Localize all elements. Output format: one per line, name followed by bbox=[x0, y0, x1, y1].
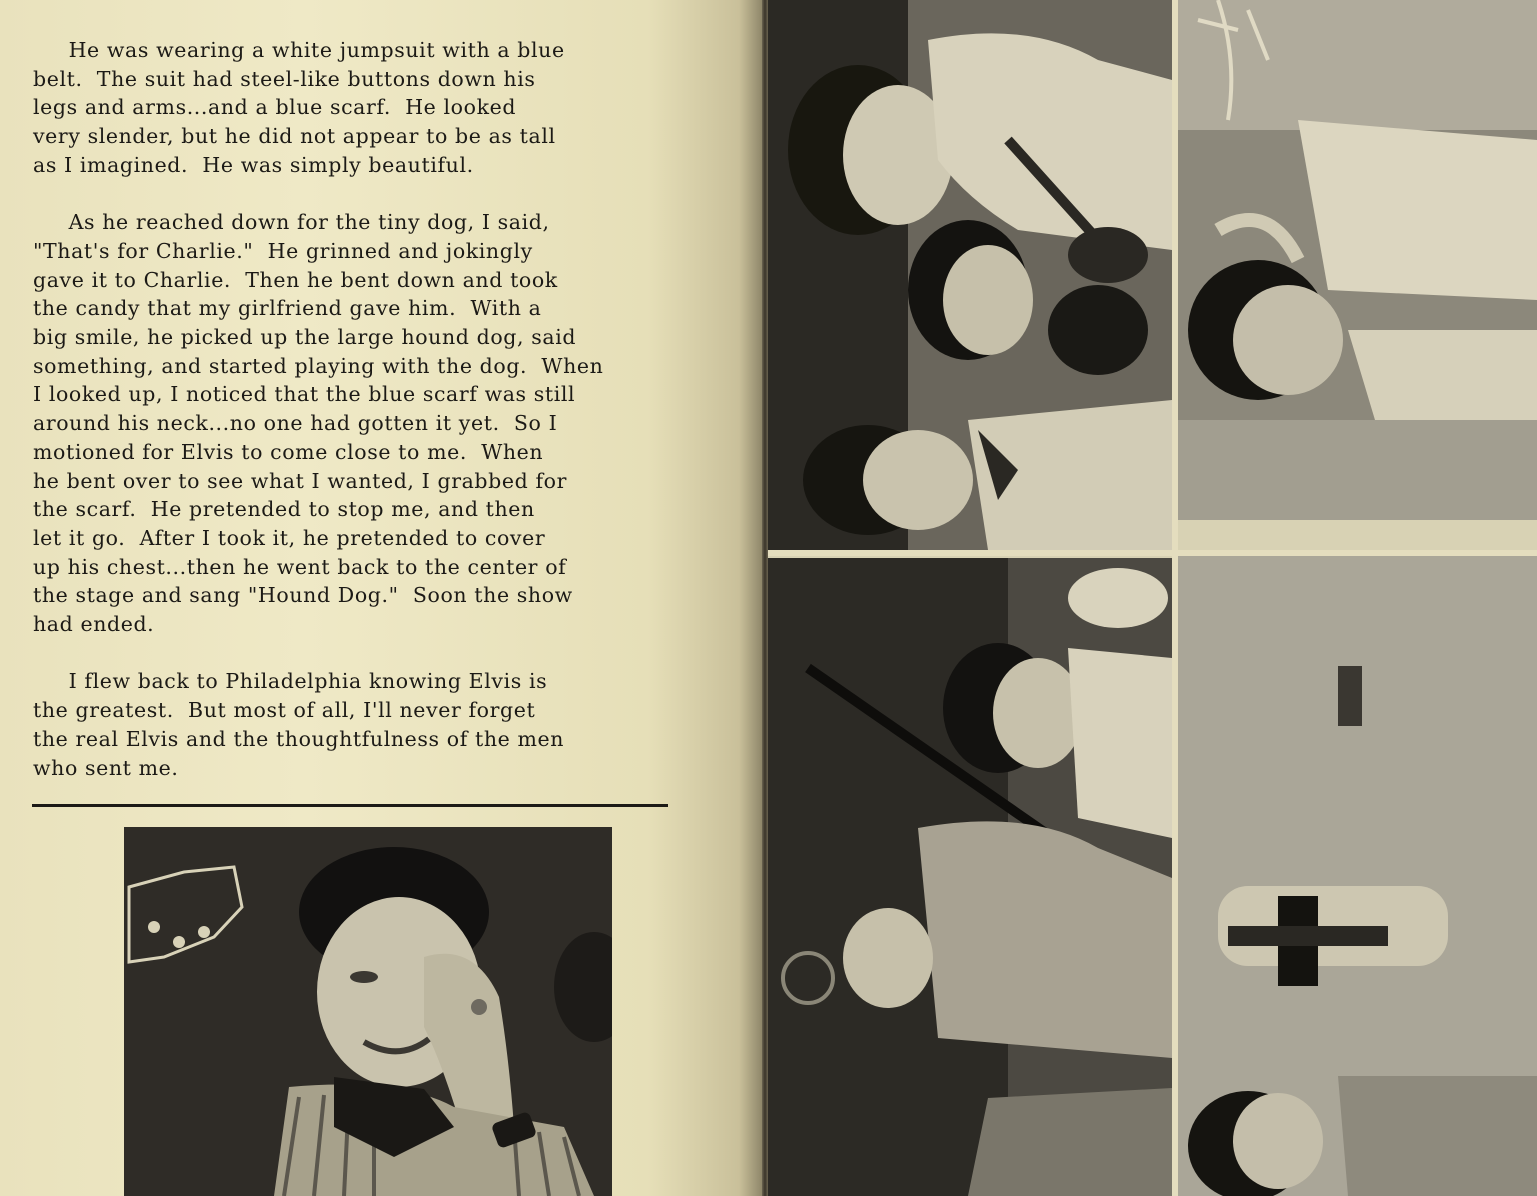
right-page-photo-collage bbox=[768, 0, 1537, 1196]
text-line: I looked up, I noticed that the blue scarf was still bbox=[33, 382, 576, 407]
text-line: the greatest. But most of all, I'll never forget bbox=[33, 698, 536, 723]
text-line: who sent me. bbox=[33, 755, 179, 780]
text-line: let it go. After I took it, he pretended to cover bbox=[33, 525, 546, 550]
photo-singer-top-right bbox=[1178, 0, 1537, 520]
photo-elvis-portrait bbox=[124, 827, 612, 1196]
text-line: belt. The suit had steel-like buttons down his bbox=[33, 66, 536, 91]
horizontal-rule bbox=[32, 804, 668, 807]
text-line: up his chest...then he went back to the center of bbox=[33, 554, 567, 579]
text-line: "That's for Charlie." He grinned and jokingly bbox=[33, 238, 533, 263]
collage-divider-horizontal bbox=[768, 550, 1537, 556]
photo-studio-bottom-left bbox=[768, 558, 1172, 1196]
photo-graphic bbox=[1178, 0, 1537, 520]
text-line: big smile, he picked up the large hound dog, said bbox=[33, 325, 577, 350]
text-line: legs and arms...and a blue scarf. He looked bbox=[33, 95, 517, 120]
left-page bbox=[0, 0, 762, 1196]
text-line: the stage and sang "Hound Dog." Soon the show bbox=[33, 583, 573, 608]
photo-musicians-top-left bbox=[768, 0, 1172, 550]
text-line: motioned for Elvis to come close to me. When bbox=[33, 439, 544, 464]
text-line: gave it to Charlie. Then he bent down and took bbox=[33, 267, 558, 292]
collage-divider-vertical bbox=[1172, 0, 1178, 1196]
paragraph-gap bbox=[33, 639, 693, 668]
text-line: very slender, but he did not appear to be as tall bbox=[33, 124, 556, 149]
text-line: the candy that my girlfriend gave him. With a bbox=[33, 296, 542, 321]
text-line: He was wearing a white jumpsuit with a blue bbox=[33, 38, 565, 62]
photo-graphic bbox=[768, 0, 1172, 550]
text-line: had ended. bbox=[33, 612, 155, 637]
paragraph-gap bbox=[33, 180, 693, 209]
text-line: the scarf. He pretended to stop me, and then bbox=[33, 497, 535, 522]
photo-graphic bbox=[1178, 556, 1537, 1196]
text-line: As he reached down for the tiny dog, I said, bbox=[33, 210, 550, 235]
text-line: around his neck...no one had gotten it yet. So I bbox=[33, 411, 558, 436]
text-line: as I imagined. He was simply beautiful. bbox=[33, 152, 474, 177]
text-line: he bent over to see what I wanted, I grabbed for bbox=[33, 468, 567, 493]
article-text bbox=[33, 36, 693, 782]
text-line: the real Elvis and the thoughtfulness of the men bbox=[33, 726, 565, 751]
text-line: I flew back to Philadelphia knowing Elvis is bbox=[33, 669, 548, 694]
portrait-photo-graphic bbox=[124, 827, 612, 1196]
text-line: something, and started playing with the dog. When bbox=[33, 353, 604, 378]
photo-mic-bottom-right bbox=[1178, 556, 1537, 1196]
photo-graphic bbox=[768, 558, 1172, 1196]
